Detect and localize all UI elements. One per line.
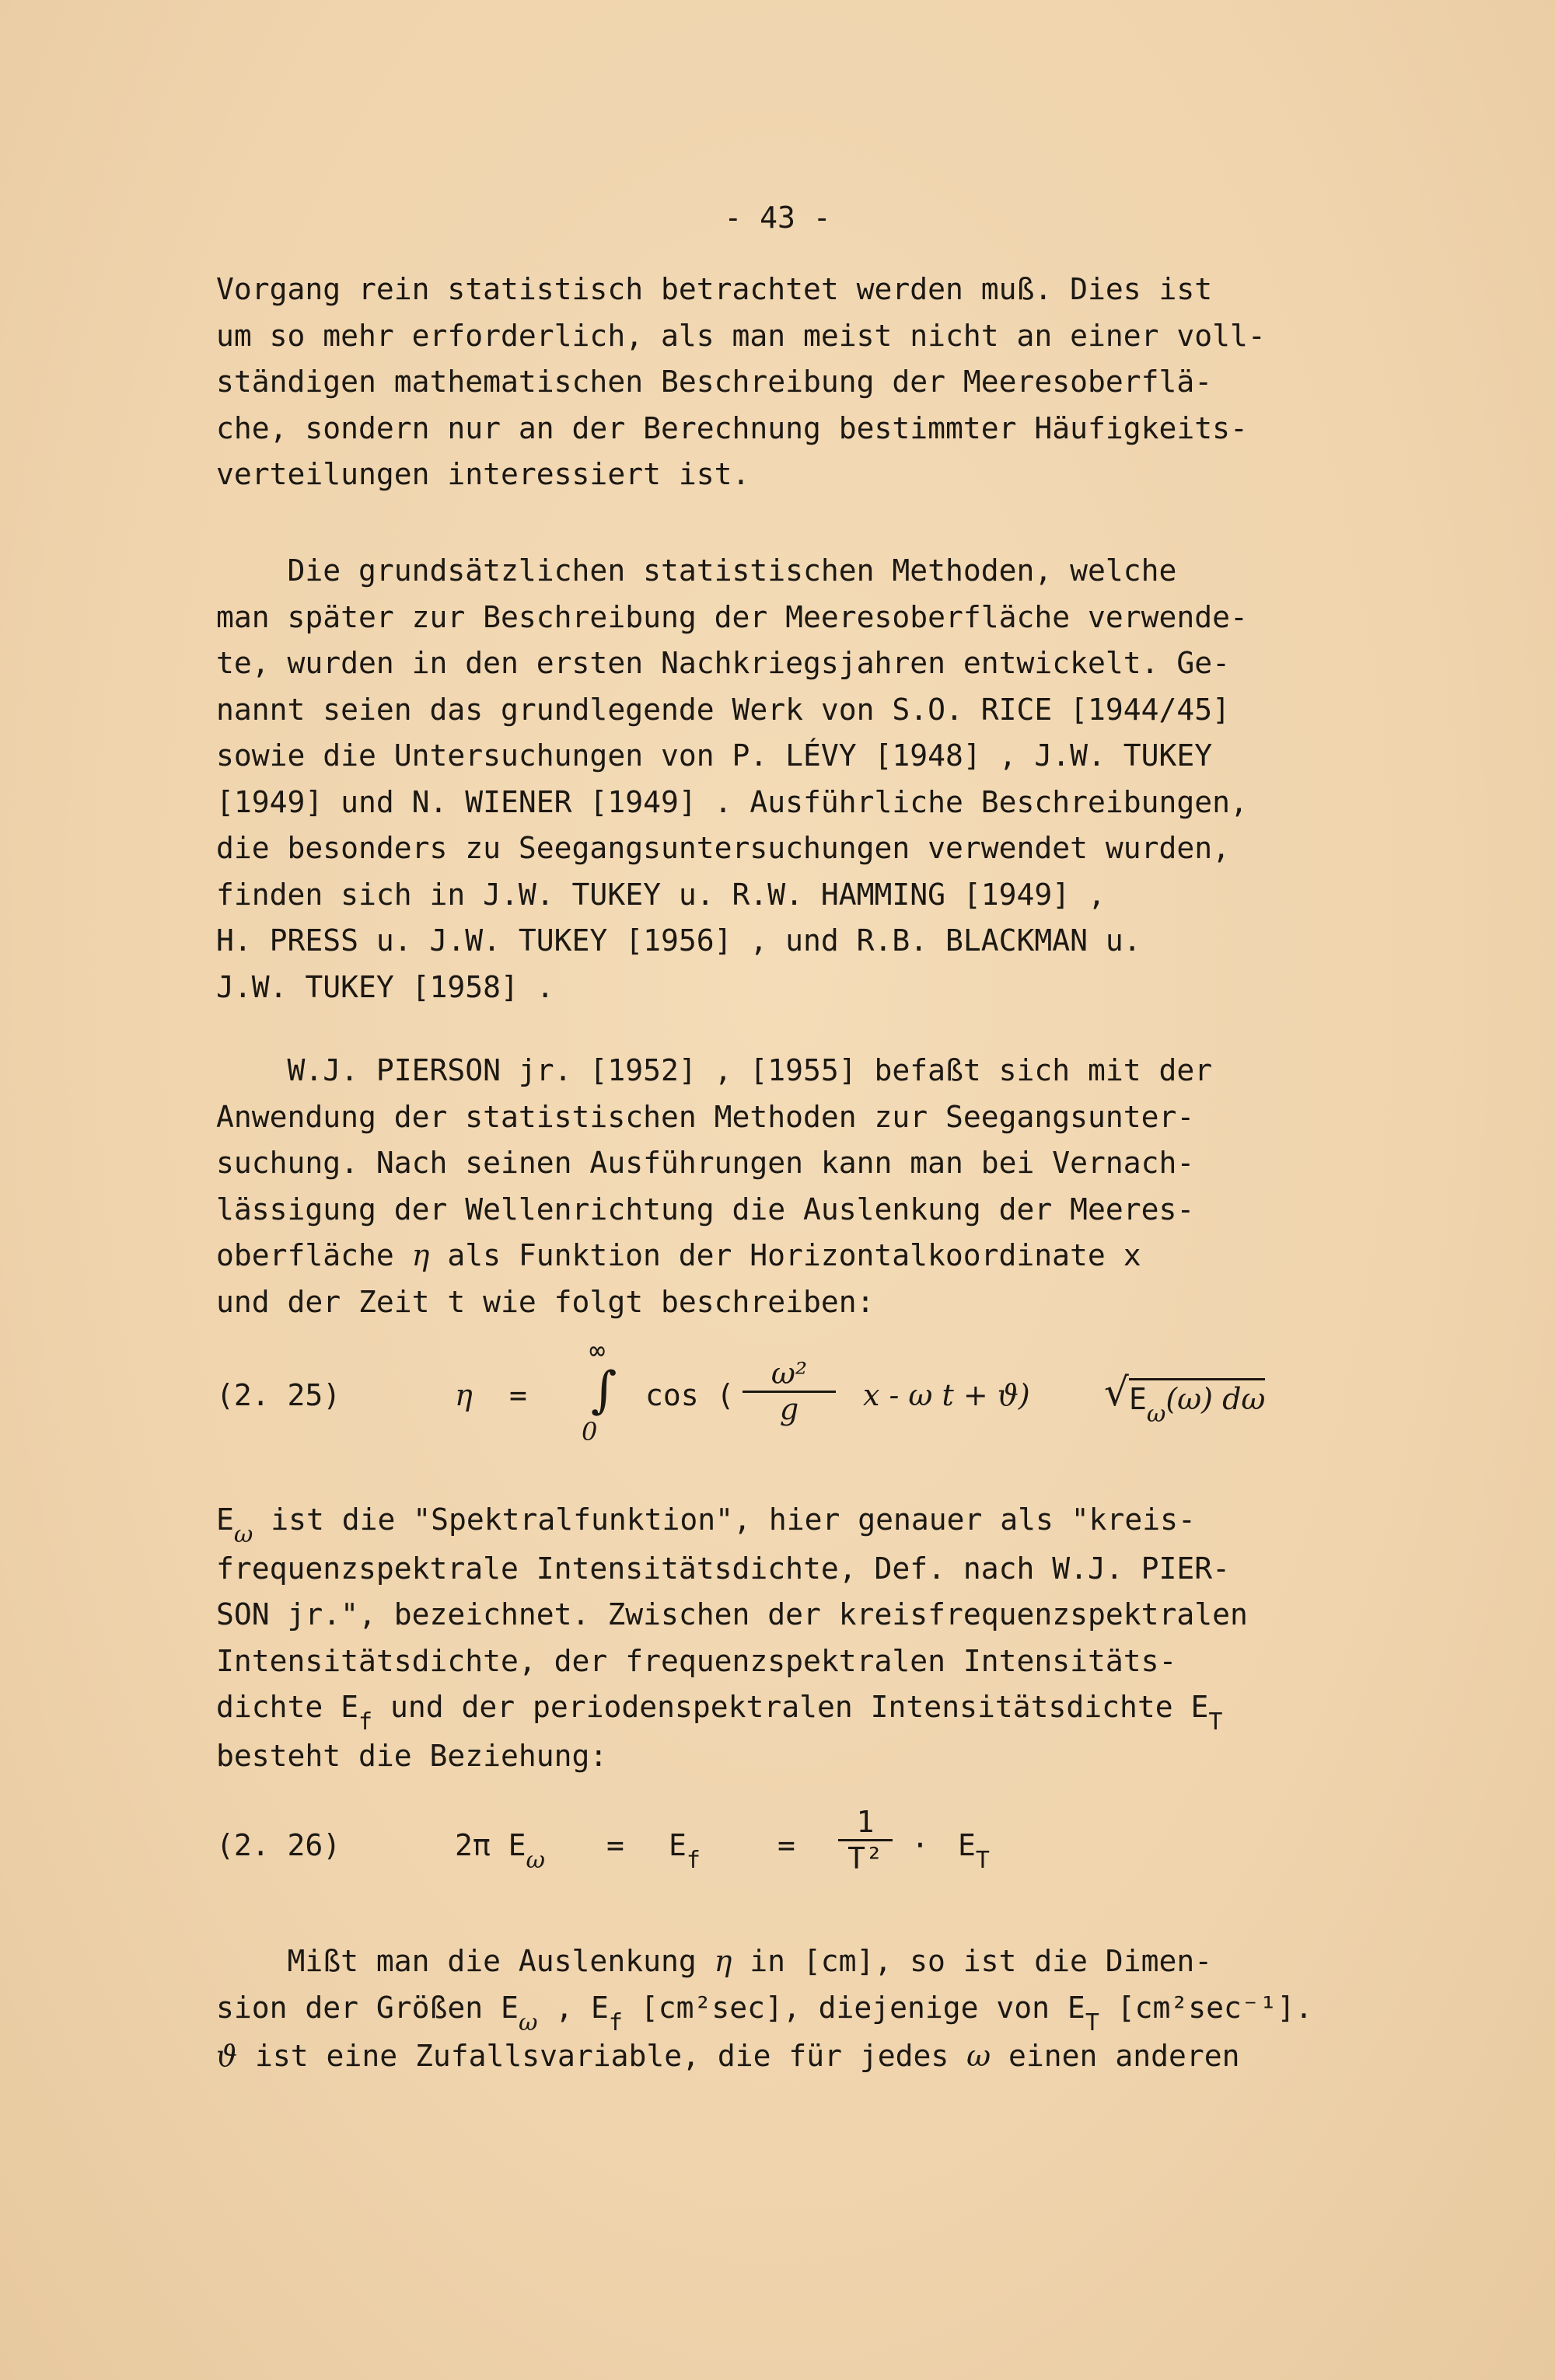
spectral-function-symbol: E	[1129, 1382, 1147, 1416]
text-line: [1949] und N. WIENER [1949] . Ausführliche Beschreibungen,	[216, 784, 1248, 819]
text-segment: , E	[537, 1990, 609, 2025]
eta-symbol: η	[714, 1944, 732, 1978]
paragraph-5	[216, 1939, 1344, 2080]
text-line	[216, 1985, 1344, 2034]
rhs-term	[958, 1828, 990, 1874]
symbol: E	[958, 1828, 976, 1862]
text-line: H. PRESS u. J.W. TUKEY [1956] , und R.B. BLACKMAN u.	[216, 923, 1141, 958]
middle-term	[669, 1828, 701, 1874]
text-line: finden sich in J.W. TUKEY u. R.W. HAMMING [1949] ,	[216, 877, 1106, 912]
cos-function: cos (	[645, 1378, 735, 1412]
subscript: ω	[518, 2008, 538, 2036]
text-segment: dichte E	[216, 1690, 359, 1724]
text-segment: oberfläche	[216, 1238, 412, 1272]
subscript: ω	[526, 1847, 545, 1874]
phase-term: x - ω t + ϑ)	[863, 1378, 1030, 1412]
subscript: ω	[1146, 1401, 1166, 1428]
equals-sign: =	[509, 1378, 527, 1412]
text-line: die besonders zu Seegangsuntersuchungen verwendet wurden,	[216, 831, 1231, 865]
fraction	[743, 1356, 836, 1426]
subscript: T	[1208, 1708, 1223, 1736]
text-line: um so mehr erforderlich, als man meist nicht an einer voll-	[216, 318, 1266, 353]
text-line: SON jr.", bezeichnet. Zwischen der kreisfrequenzspektralen	[216, 1597, 1248, 1631]
subscript: T	[1085, 2008, 1099, 2036]
text-line: Die grundsätzlichen statistischen Methoden, welche	[216, 553, 1177, 588]
text-line: te, wurden in den ersten Nachkriegsjahren entwickelt. Ge-	[216, 646, 1231, 680]
page-number: - 43 -	[724, 201, 831, 235]
subscript: f	[358, 1708, 373, 1736]
text-segment: und der periodenspektralen Intensitätsdichte E	[372, 1690, 1209, 1724]
equals-sign: =	[778, 1828, 795, 1862]
text-line: ständigen mathematischen Beschreibung der Meeresoberflä-	[216, 365, 1213, 399]
text-line: sowie die Untersuchungen von P. LÉVY [1948] , J.W. TUKEY	[216, 738, 1213, 773]
text-segment: als Funktion der Horizontalkoordinate x	[429, 1238, 1141, 1272]
equals-sign: =	[606, 1828, 624, 1862]
sqrt-radicand	[1129, 1378, 1266, 1428]
text-line: suchung. Nach seinen Ausführungen kann man bei Vernach-	[216, 1146, 1195, 1180]
sqrt-sign: √	[1104, 1370, 1129, 1415]
text-line: Intensitätsdichte, der frequenzspektralen Intensitäts-	[216, 1643, 1177, 1678]
text-segment: ist die "Spektralfunktion", hier genauer als "kreis-	[253, 1502, 1196, 1537]
text-line: man später zur Beschreibung der Meeresoberfläche verwende-	[216, 599, 1248, 634]
text-line	[216, 2033, 1344, 2080]
theta-symbol: ϑ	[216, 2039, 238, 2073]
text-line: Anwendung der statistischen Methoden zur Seegangsunter-	[216, 1099, 1195, 1134]
text-segment: Mißt man die Auslenkung	[216, 1944, 715, 1978]
subscript: f	[686, 1847, 701, 1874]
text-line	[216, 1939, 1344, 1985]
paragraph-3	[216, 1048, 1344, 1325]
integral-sign: ∫	[591, 1362, 617, 1419]
text-line: W.J. PIERSON jr. [1952] , [1955] befaßt sich mit der	[216, 1053, 1213, 1087]
text-line: che, sondern nur an der Berechnung bestimmter Häufigkeits-	[216, 410, 1248, 445]
eta-symbol: η	[411, 1238, 430, 1272]
integral-lower-limit: 0	[582, 1417, 598, 1446]
symbol: E	[669, 1828, 687, 1862]
fraction-denominator: g	[779, 1392, 799, 1426]
symbol: 2π E	[455, 1828, 526, 1862]
text-segment: [cm²sec], diejenige von E	[622, 1990, 1085, 2025]
text-line: frequenzspektrale Intensitätsdichte, Def. nach W.J. PIER-	[216, 1551, 1231, 1586]
lhs-term	[455, 1828, 545, 1874]
integral-upper-limit: ∞	[589, 1335, 606, 1366]
text-line: besteht die Beziehung:	[216, 1738, 608, 1773]
paragraph-4	[216, 1497, 1344, 1779]
argument: (ω) dω	[1165, 1382, 1266, 1416]
eta-symbol: η	[455, 1378, 473, 1412]
equation-label: (2. 25)	[216, 1378, 341, 1412]
fraction	[838, 1805, 893, 1876]
text-line: lässigung der Wellenrichtung die Auslenkung der Meeres-	[216, 1192, 1195, 1227]
text-line	[216, 1233, 1344, 1279]
paragraph-2	[216, 548, 1344, 1010]
omega-symbol: ω	[966, 2039, 991, 2073]
text-segment: sion der Größen E	[216, 1990, 519, 2025]
subscript: T	[975, 1847, 990, 1874]
text-line: verteilungen interessiert ist.	[216, 457, 750, 491]
subscript: ω	[233, 1521, 253, 1548]
fraction-numerator: ω²	[743, 1356, 836, 1393]
fraction-numerator: 1	[838, 1805, 893, 1841]
symbol: E	[216, 1502, 234, 1537]
text-line	[216, 1684, 1344, 1736]
equation-label: (2. 26)	[216, 1828, 341, 1862]
subscript: f	[608, 2008, 623, 2036]
multiplication-dot: ·	[911, 1828, 929, 1862]
text-line: J.W. TUKEY [1958] .	[216, 969, 554, 1004]
paragraph-1	[216, 267, 1344, 498]
text-segment: einen anderen	[991, 2039, 1240, 2073]
text-segment: ist eine Zufallsvariable, die für jedes	[237, 2039, 967, 2073]
text-segment: in [cm], so ist die Dimen-	[732, 1944, 1213, 1978]
text-segment: [cm²sec⁻¹].	[1099, 1990, 1313, 2025]
text-line: nannt seien das grundlegende Werk von S.O. RICE [1944/45]	[216, 692, 1231, 727]
text-line: und der Zeit t wie folgt beschreiben:	[216, 1284, 875, 1319]
fraction-denominator: T²	[847, 1841, 883, 1876]
text-line	[216, 1497, 1344, 1546]
text-line: Vorgang rein statistisch betrachtet werden muß. Dies ist	[216, 272, 1213, 306]
